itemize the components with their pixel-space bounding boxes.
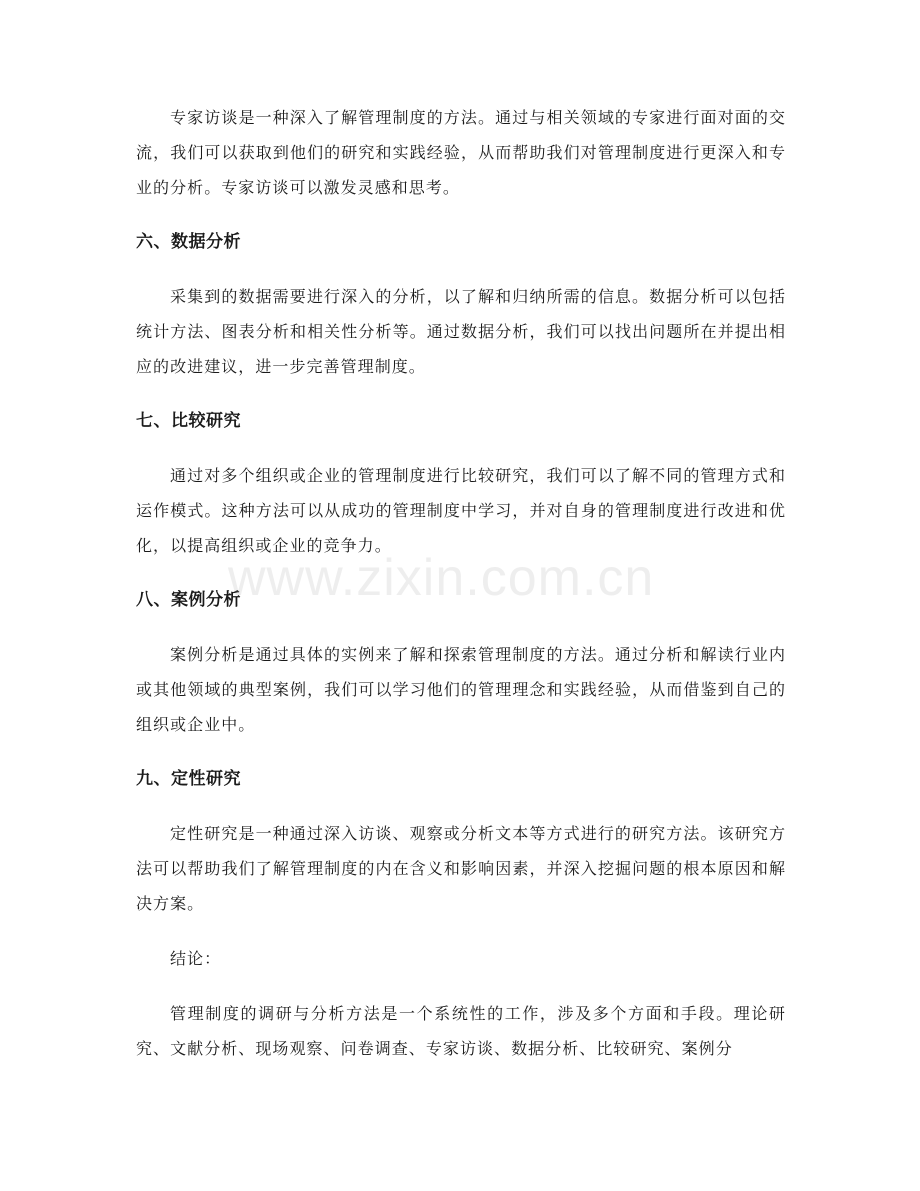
- paragraph-data-analysis: 采集到的数据需要进行深入的分析，以了解和归纳所需的信息。数据分析可以包括统计方法、图表分析和相关性分析等。通过数据分析，我们可以找出问题所在并提出相应的改进建议，进一步完善管理制度。: [136, 287, 786, 376]
- heading-qualitative-research: 九、定性研究: [136, 769, 241, 789]
- paragraph-case-analysis: 案例分析是通过具体的实例来了解和探索管理制度的方法。通过分析和解读行业内或其他领域的典型案例，我们可以学习他们的管理理念和实践经验，从而借鉴到自己的组织或企业中。: [136, 645, 786, 734]
- conclusion-label: 结论：: [170, 949, 222, 968]
- paragraph-comparative-study: 通过对多个组织或企业的管理制度进行比较研究，我们可以了解不同的管理方式和运作模式。这种方法可以从成功的管理制度中学习，并对自身的管理制度进行改进和优化，以提高组织或企业的竞争力。: [136, 466, 786, 555]
- heading-case-analysis: 八、案例分析: [136, 590, 241, 610]
- watermark-text: www.zixin.com.cn: [228, 549, 655, 607]
- paragraph-expert-interview: 专家访谈是一种深入了解管理制度的方法。通过与相关领域的专家进行面对面的交流，我们可以获取到他们的研究和实践经验，从而帮助我们对管理制度进行更深入和专业的分析。专家访谈可以激发灵感和思考。: [136, 108, 786, 197]
- heading-data-analysis: 六、数据分析: [136, 232, 241, 252]
- paragraph-qualitative-research: 定性研究是一种通过深入访谈、观察或分析文本等方式进行的研究方法。该研究方法可以帮助我们了解管理制度的内在含义和影响因素，并深入挖掘问题的根本原因和解决方案。: [136, 824, 786, 913]
- document-body: [136, 100, 786, 1066]
- heading-comparative-study: 七、比较研究: [136, 411, 241, 431]
- paragraph-conclusion: 管理制度的调研与分析方法是一个系统性的工作，涉及多个方面和手段。理论研究、文献分析、现场观察、问卷调查、专家访谈、数据分析、比较研究、案例分: [136, 1004, 786, 1058]
